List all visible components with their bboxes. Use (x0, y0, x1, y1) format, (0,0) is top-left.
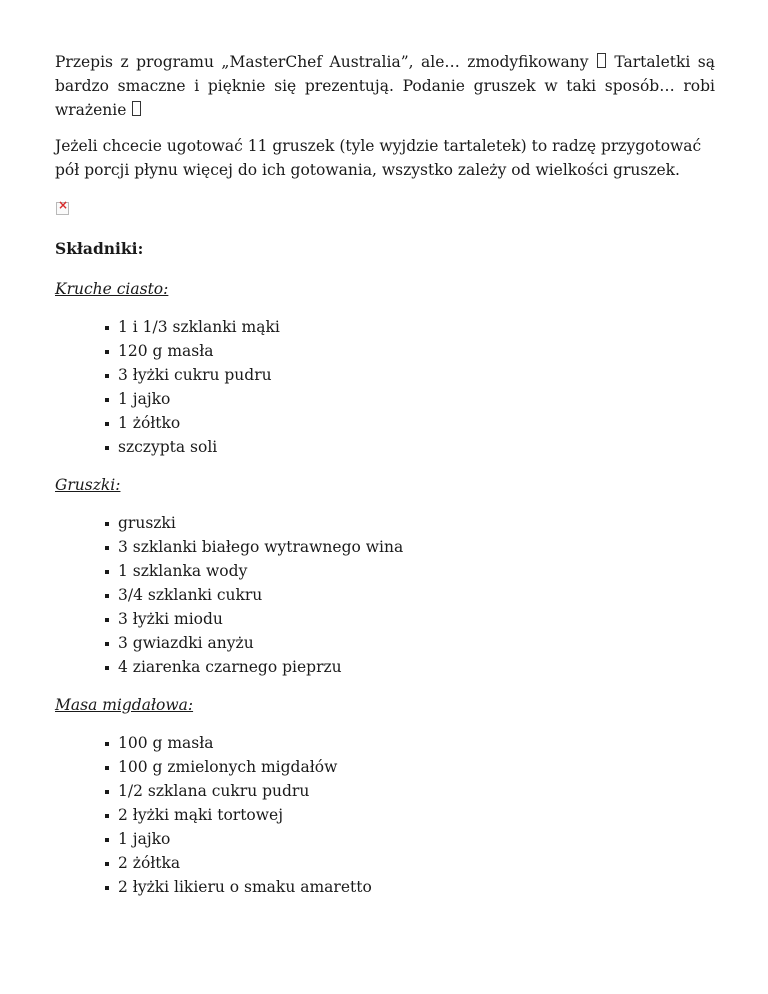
list-item: 4 ziarenka czarnego pieprzu (103, 655, 715, 679)
ingredients-list-kruche-ciasto (55, 315, 715, 459)
list-item: 120 g masła (103, 339, 715, 363)
list-item: 3 łyżki miodu (103, 607, 715, 631)
ingredients-list-gruszki (55, 511, 715, 679)
list-item: 1 jajko (103, 387, 715, 411)
ingredients-heading: Składniki: (55, 239, 144, 258)
list-item: 100 g zmielonych migdałów (103, 755, 715, 779)
list-item: 3 łyżki cukru pudru (103, 363, 715, 387)
list-item: gruszki (103, 511, 715, 535)
list-item: 3/4 szklanki cukru (103, 583, 715, 607)
intro-text-part2: Tartaletki są bardzo smaczne i pięknie się prezentują. Podanie gruszek w taki sposób… robi wrażenie (55, 53, 715, 119)
ingredients-list-masa-migdalowa (55, 731, 715, 899)
section-title-masa-migdalowa: Masa migdałowa: (55, 696, 194, 714)
list-item: 1 i 1/3 szklanki mąki (103, 315, 715, 339)
section-title-kruche-ciasto: Kruche ciasto: (55, 280, 169, 298)
cooking-note-paragraph: Jeżeli chcecie ugotować 11 gruszek (tyle wyjdzie tartaletek) to radzę przygotować pół porcji płynu więcej do ich gotowania, wszystko zależy od wielkości gruszek. (55, 137, 702, 179)
missing-glyph-icon (132, 101, 141, 116)
broken-image-icon (56, 202, 69, 215)
list-item: 2 łyżki likieru o smaku amaretto (103, 875, 715, 899)
list-item: 2 łyżki mąki tortowej (103, 803, 715, 827)
list-item: 3 szklanki białego wytrawnego wina (103, 535, 715, 559)
recipe-content (55, 50, 715, 913)
list-item: 2 żółtka (103, 851, 715, 875)
list-item: 3 gwiazdki anyżu (103, 631, 715, 655)
list-item: 1 szklanka wody (103, 559, 715, 583)
list-item: 1/2 szklana cukru pudru (103, 779, 715, 803)
list-item: 1 żółtko (103, 411, 715, 435)
intro-paragraph (55, 50, 715, 122)
list-item: 1 jajko (103, 827, 715, 851)
list-item: szczypta soli (103, 435, 715, 459)
section-title-gruszki: Gruszki: (55, 476, 121, 494)
missing-glyph-icon (597, 53, 606, 68)
list-item: 100 g masła (103, 731, 715, 755)
intro-text-part1: Przepis z programu „MasterChef Australia”, ale… zmodyfikowany (55, 53, 596, 71)
